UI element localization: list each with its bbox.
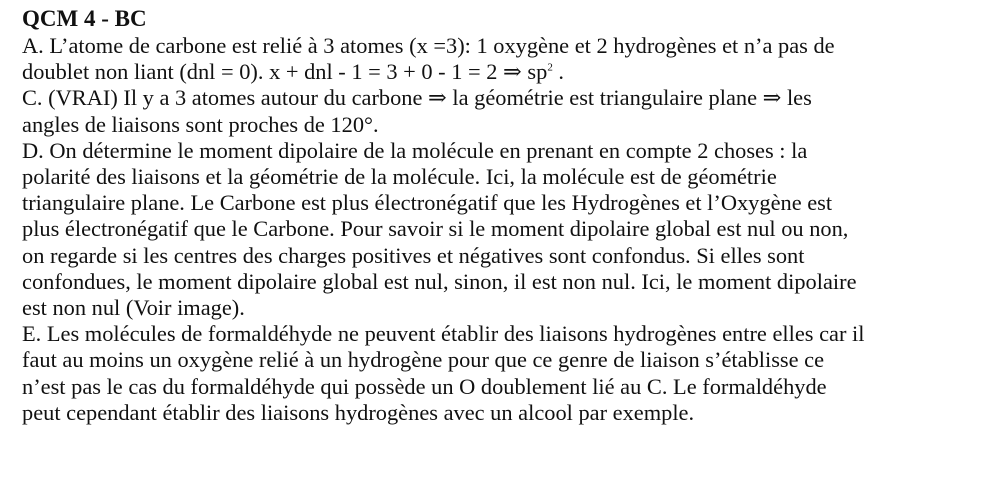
answer-a-line-1: A. L’atome de carbone est relié à 3 atomes (x =3): 1 oxygène et 2 hydrogènes et n’a pas de	[22, 33, 835, 58]
answer-a-line-2-text: doublet non liant (dnl = 0). x + dnl - 1 = 3 + 0 - 1 = 2 ⇒ sp	[22, 59, 548, 85]
answer-d-line-1: D. On détermine le moment dipolaire de la molécule en prenant en compte 2 choses : la	[22, 137, 808, 163]
answer-d-line-4: plus électronégatif que le Carbone. Pour savoir si le moment dipolaire global est nul ou non,	[22, 216, 849, 242]
answer-d-line-6: confondues, le moment dipolaire global est nul, sinon, il est non nul. Ici, le moment dipolaire	[22, 268, 857, 294]
answer-e-line-1: E. Les molécules de formaldéhyde ne peuvent établir des liaisons hydrogènes entre elles car il	[22, 321, 865, 347]
page-title: QCM 4 - BC	[22, 6, 147, 31]
answer-e-line-4: peut cependant établir des liaisons hydrogènes avec un alcool par exemple.	[22, 399, 695, 425]
answer-d-paragraph	[22, 138, 978, 321]
answer-c-line-2: angles de liaisons sont proches de 120°.	[22, 111, 379, 137]
answer-e-line-2: faut au moins un oxygène relié à un hydrogène pour que ce genre de liaison s’établisse ce	[22, 347, 825, 373]
answer-a-line-2-end: .	[552, 59, 565, 85]
answer-c-paragraph	[22, 85, 978, 137]
answer-e-paragraph	[22, 321, 978, 426]
answer-d-line-5: on regarde si les centres des charges positives et négatives sont confondus. Si elles sont	[22, 242, 805, 268]
answer-d-line-2: polarité des liaisons et la géométrie de la molécule. Ici, la molécule est de géométrie	[22, 164, 777, 190]
answer-d-line-7: est non nul (Voir image).	[22, 295, 245, 321]
answer-a-line-2	[22, 59, 978, 85]
answer-a-paragraph	[22, 33, 978, 85]
hybridization-superscript: 2	[547, 61, 553, 74]
answer-e-line-3: n’est pas le cas du formaldéhyde qui possède un O doublement lié au C. Le formaldéhyde	[22, 373, 827, 399]
answer-c-line-1: C. (VRAI) Il y a 3 atomes autour du carbone ⇒ la géométrie est triangulaire plane ⇒ les	[22, 85, 812, 111]
answer-d-line-3: triangulaire plane. Le Carbone est plus électronégatif que les Hydrogènes et l’Oxygène est	[22, 190, 833, 216]
